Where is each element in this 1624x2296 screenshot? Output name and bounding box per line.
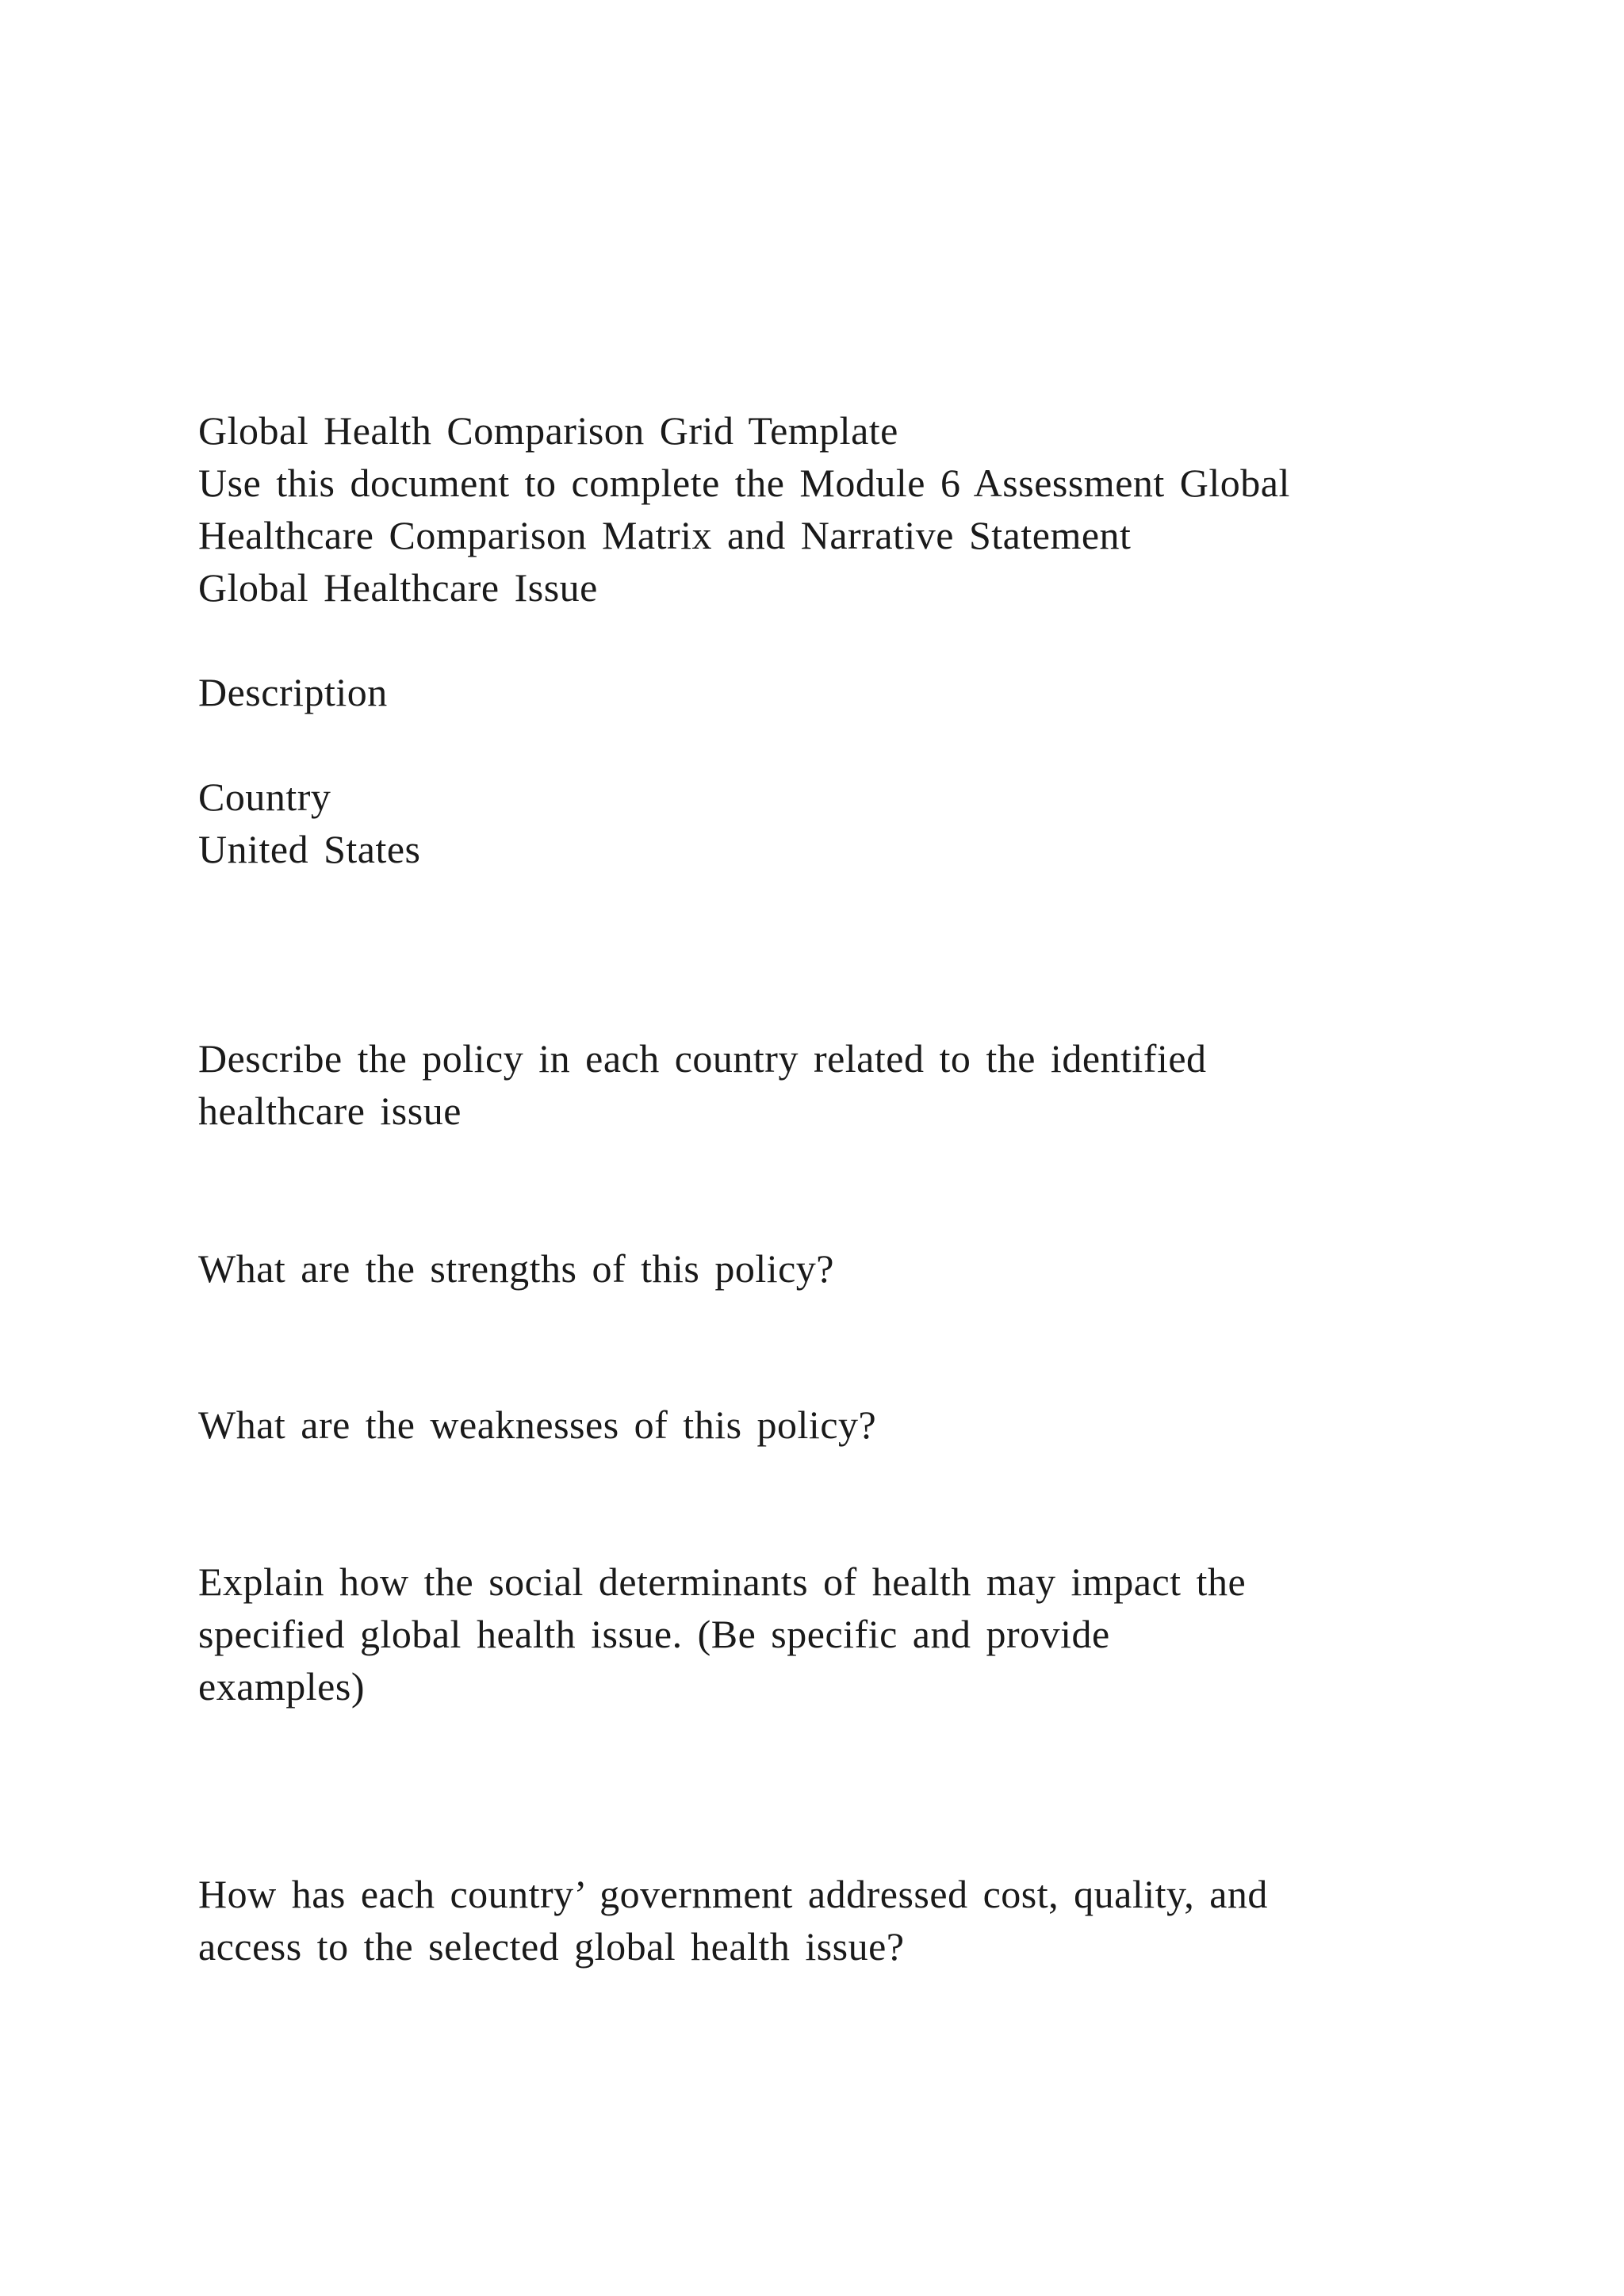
social-determinants-question-line: examples) [198,1664,365,1709]
policy-question-line: healthcare issue [198,1089,462,1133]
intro-line: Healthcare Comparison Matrix and Narrative Statement [198,513,1132,557]
country-label: Country [198,775,331,819]
issue-label: Global Healthcare Issue [198,565,598,610]
strengths-question: What are the strengths of this policy? [198,1246,834,1291]
government-question-line: access to the selected global health issue? [198,1924,905,1969]
weaknesses-question: What are the weaknesses of this policy? [198,1402,877,1447]
social-determinants-question-line: Explain how the social determinants of health may impact the [198,1559,1247,1604]
document-title: Global Health Comparison Grid Template [198,408,898,453]
country-value: United States [198,827,421,871]
policy-question-line: Describe the policy in each country related to the identified [198,1036,1207,1081]
government-question-line: How has each country’ government addressed cost, quality, and [198,1872,1268,1916]
intro-line: Use this document to complete the Module 6 Assessment Global [198,461,1290,505]
social-determinants-question-line: specified global health issue. (Be specific and provide [198,1612,1110,1656]
description-label: Description [198,670,388,714]
